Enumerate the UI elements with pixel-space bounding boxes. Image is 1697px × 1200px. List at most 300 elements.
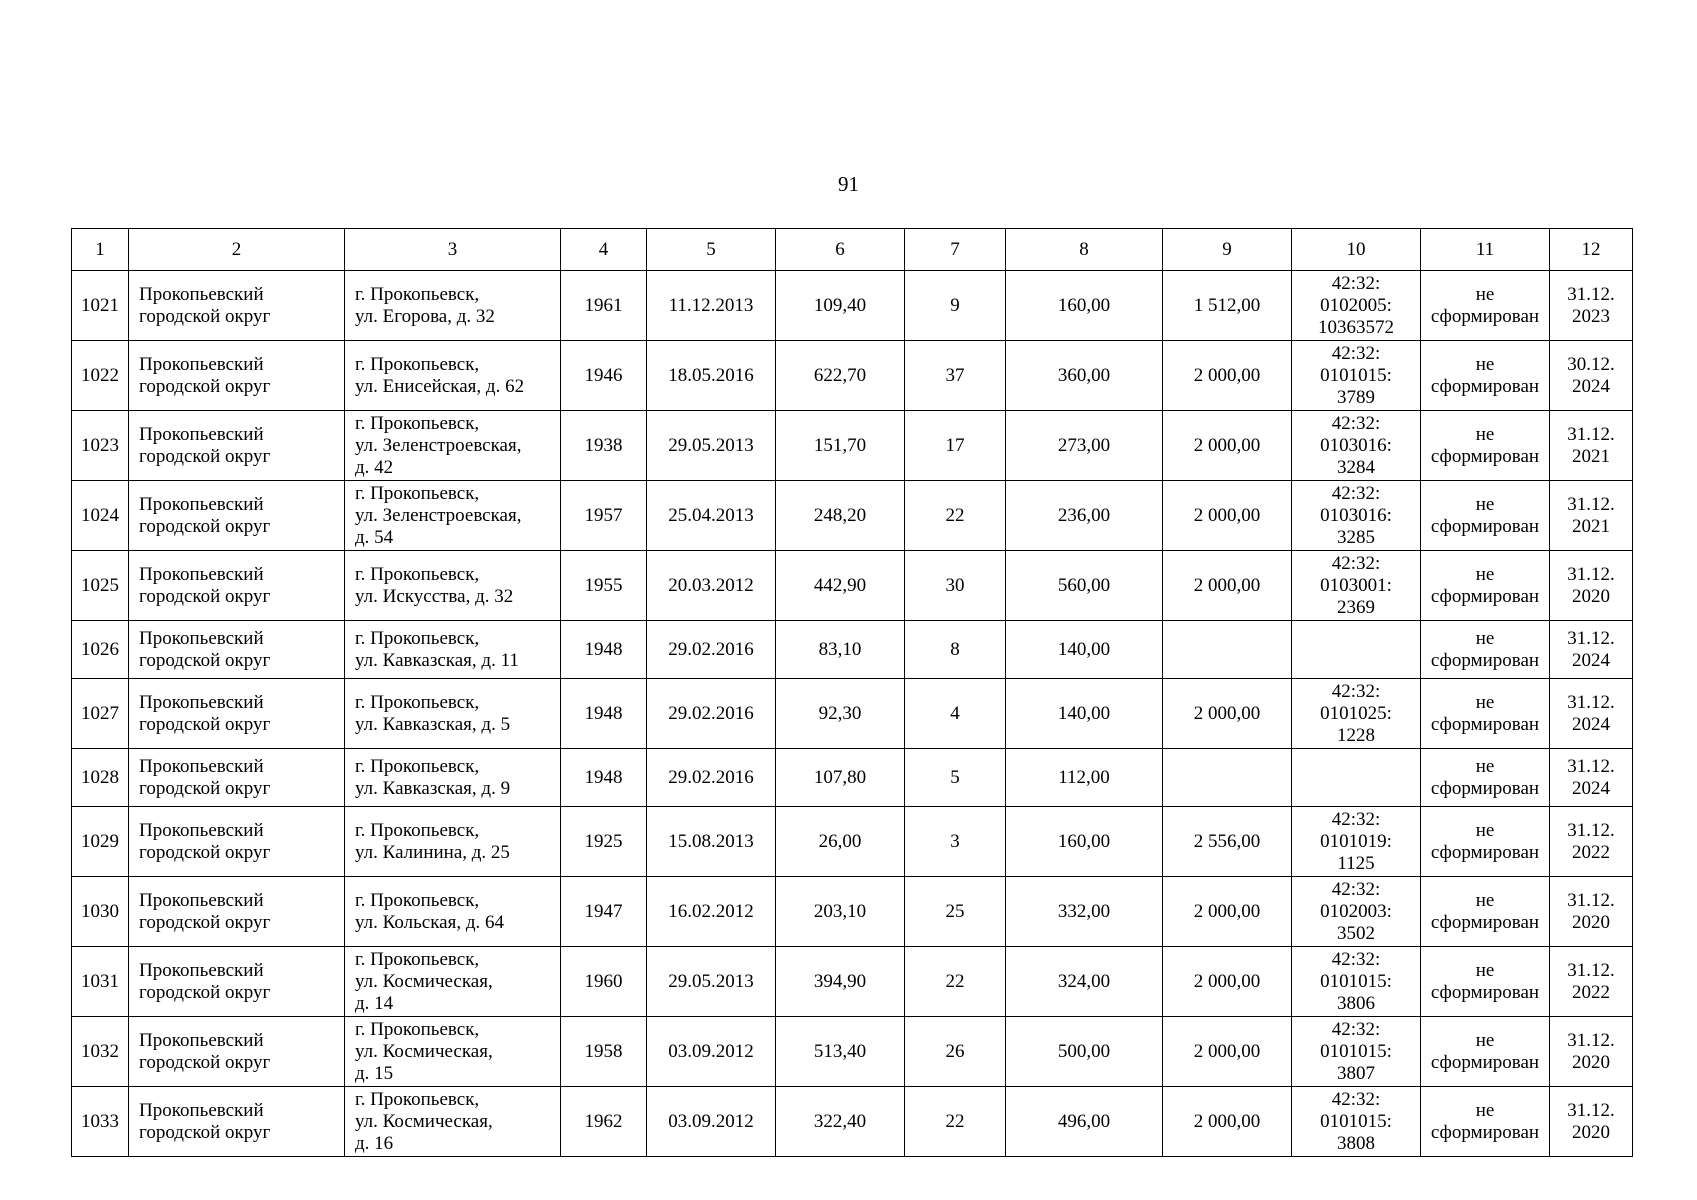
date-cell-text: 20.03.2012 <box>668 574 754 596</box>
date-cell-text: 29.05.2013 <box>668 434 754 456</box>
residents-cell-text: 37 <box>945 364 965 386</box>
area-cell-text: 107,80 <box>813 766 867 788</box>
year-cell <box>561 411 647 481</box>
row-number-cell <box>72 679 129 749</box>
area-cell-text: 109,40 <box>813 294 867 316</box>
column-9-cell <box>1163 271 1292 341</box>
column-9-cell <box>1163 1087 1292 1157</box>
address-cell-text: г. Прокопьевск, ул. Енисейская, д. 62 <box>355 353 525 397</box>
deadline-cell <box>1550 807 1633 877</box>
column-9-cell <box>1163 807 1292 877</box>
status-cell-text: не сформирован <box>1430 423 1540 467</box>
date-cell <box>647 481 776 551</box>
table-row <box>72 341 1633 411</box>
date-cell-text: 29.02.2016 <box>668 766 754 788</box>
date-cell <box>647 341 776 411</box>
table-row <box>72 411 1633 481</box>
area-cell <box>776 411 905 481</box>
district-cell-text: Прокопьевский городской округ <box>139 1029 271 1073</box>
status-cell <box>1421 481 1550 551</box>
column-9-cell-text: 2 000,00 <box>1193 434 1261 456</box>
address-cell-text: г. Прокопьевск, ул. Егорова, д. 32 <box>355 283 495 327</box>
district-cell <box>129 621 345 679</box>
district-cell-text: Прокопьевский городской округ <box>139 1099 271 1143</box>
row-number-cell <box>72 749 129 807</box>
column-8-cell <box>1006 621 1163 679</box>
date-cell <box>647 551 776 621</box>
deadline-cell-text: 31.12. 2022 <box>1567 819 1615 863</box>
deadline-cell-text: 31.12. 2020 <box>1567 889 1615 933</box>
column-9-cell <box>1163 1017 1292 1087</box>
row-number-cell <box>72 481 129 551</box>
column-8-cell <box>1006 877 1163 947</box>
column-8-cell-text: 236,00 <box>1057 504 1111 526</box>
residents-cell <box>905 749 1006 807</box>
area-cell-text: 513,40 <box>813 1040 867 1062</box>
column-number-row <box>72 229 1633 271</box>
cadastral-number-cell-text: 42:32: 0102003: 3502 <box>1320 878 1392 944</box>
area-cell-text: 92,30 <box>818 702 862 724</box>
deadline-cell <box>1550 481 1633 551</box>
status-cell <box>1421 679 1550 749</box>
cadastral-number-cell <box>1292 551 1421 621</box>
column-9-cell-text: 2 000,00 <box>1193 1040 1261 1062</box>
column-header: 10 <box>1292 229 1421 271</box>
address-cell <box>345 551 561 621</box>
column-8-cell-text: 160,00 <box>1057 294 1111 316</box>
deadline-cell-text: 31.12. 2024 <box>1567 627 1615 671</box>
district-cell <box>129 481 345 551</box>
row-number-cell-text: 1028 <box>81 766 119 788</box>
deadline-cell <box>1550 679 1633 749</box>
table-row <box>72 551 1633 621</box>
date-cell-text: 29.02.2016 <box>668 638 754 660</box>
status-cell-text: не сформирован <box>1430 959 1540 1003</box>
column-9-cell-text: 2 556,00 <box>1193 830 1261 852</box>
cadastral-number-cell <box>1292 679 1421 749</box>
area-cell <box>776 271 905 341</box>
column-9-cell <box>1163 481 1292 551</box>
district-cell-text: Прокопьевский городской округ <box>139 283 271 327</box>
deadline-cell-text: 31.12. 2020 <box>1567 563 1615 607</box>
column-9-cell-text: 1 512,00 <box>1193 294 1261 316</box>
row-number-cell-text: 1026 <box>81 638 119 660</box>
column-header: 3 <box>345 229 561 271</box>
district-cell-text: Прокопьевский городской округ <box>139 959 271 1003</box>
year-cell-text: 1946 <box>584 364 623 386</box>
date-cell <box>647 1017 776 1087</box>
column-8-cell-text: 496,00 <box>1057 1110 1111 1132</box>
column-8-cell <box>1006 807 1163 877</box>
deadline-cell <box>1550 877 1633 947</box>
area-cell-text: 248,20 <box>813 504 867 526</box>
area-cell-text: 151,70 <box>813 434 867 456</box>
cadastral-number-cell-text: 42:32: 0101015: 3808 <box>1320 1088 1392 1154</box>
column-8-cell <box>1006 1017 1163 1087</box>
row-number-cell-text: 1022 <box>81 364 119 386</box>
status-cell-text: не сформирован <box>1430 283 1540 327</box>
table-row <box>72 947 1633 1017</box>
column-header: 6 <box>776 229 905 271</box>
date-cell-text: 15.08.2013 <box>668 830 754 852</box>
column-8-cell-text: 140,00 <box>1057 638 1111 660</box>
district-cell-text: Прокопьевский городской округ <box>139 353 271 397</box>
date-cell <box>647 947 776 1017</box>
table-row <box>72 749 1633 807</box>
column-header: 1 <box>72 229 129 271</box>
cadastral-number-cell <box>1292 807 1421 877</box>
column-8-cell <box>1006 551 1163 621</box>
area-cell <box>776 1017 905 1087</box>
row-number-cell <box>72 621 129 679</box>
row-number-cell-text: 1033 <box>81 1110 119 1132</box>
column-9-cell-text: 2 000,00 <box>1193 900 1261 922</box>
year-cell <box>561 341 647 411</box>
row-number-cell-text: 1024 <box>81 504 119 526</box>
column-9-cell <box>1163 679 1292 749</box>
date-cell <box>647 1087 776 1157</box>
district-cell <box>129 271 345 341</box>
residents-cell-text: 3 <box>950 830 960 852</box>
row-number-cell <box>72 1087 129 1157</box>
housing-registry-table <box>71 228 1633 1157</box>
year-cell <box>561 877 647 947</box>
year-cell <box>561 481 647 551</box>
area-cell <box>776 947 905 1017</box>
year-cell-text: 1960 <box>584 970 623 992</box>
year-cell-text: 1948 <box>584 702 623 724</box>
deadline-cell-text: 30.12. 2024 <box>1567 353 1615 397</box>
address-cell-text: г. Прокопьевск, ул. Космическая, д. 16 <box>355 1088 493 1154</box>
status-cell <box>1421 271 1550 341</box>
column-8-cell-text: 324,00 <box>1057 970 1111 992</box>
year-cell <box>561 807 647 877</box>
deadline-cell-text: 31.12. 2021 <box>1567 423 1615 467</box>
area-cell <box>776 679 905 749</box>
address-cell-text: г. Прокопьевск, ул. Космическая, д. 15 <box>355 1018 493 1084</box>
district-cell <box>129 411 345 481</box>
status-cell <box>1421 1087 1550 1157</box>
column-8-cell <box>1006 481 1163 551</box>
deadline-cell-text: 31.12. 2020 <box>1567 1029 1615 1073</box>
status-cell-text: не сформирован <box>1430 493 1540 537</box>
district-cell-text: Прокопьевский городской округ <box>139 691 271 735</box>
year-cell <box>561 621 647 679</box>
row-number-cell <box>72 877 129 947</box>
deadline-cell-text: 31.12. 2021 <box>1567 493 1615 537</box>
year-cell-text: 1948 <box>584 638 623 660</box>
row-number-cell <box>72 807 129 877</box>
deadline-cell <box>1550 1087 1633 1157</box>
status-cell-text: не сформирован <box>1430 1099 1540 1143</box>
cadastral-number-cell <box>1292 749 1421 807</box>
cadastral-number-cell-text: 42:32: 0103016: 3284 <box>1320 412 1392 478</box>
column-9-cell <box>1163 551 1292 621</box>
year-cell <box>561 679 647 749</box>
date-cell-text: 16.02.2012 <box>668 900 754 922</box>
column-8-cell <box>1006 1087 1163 1157</box>
cadastral-number-cell <box>1292 947 1421 1017</box>
column-9-cell <box>1163 621 1292 679</box>
area-cell <box>776 877 905 947</box>
area-cell-text: 622,70 <box>813 364 867 386</box>
column-9-cell <box>1163 877 1292 947</box>
deadline-cell <box>1550 947 1633 1017</box>
column-8-cell-text: 332,00 <box>1057 900 1111 922</box>
district-cell <box>129 877 345 947</box>
area-cell <box>776 481 905 551</box>
status-cell-text: не сформирован <box>1430 755 1540 799</box>
date-cell <box>647 679 776 749</box>
deadline-cell <box>1550 551 1633 621</box>
area-cell-text: 394,90 <box>813 970 867 992</box>
date-cell-text: 18.05.2016 <box>668 364 754 386</box>
table-row <box>72 271 1633 341</box>
date-cell-text: 11.12.2013 <box>668 294 754 316</box>
year-cell-text: 1938 <box>584 434 623 456</box>
column-header: 7 <box>905 229 1006 271</box>
area-cell-text: 26,00 <box>818 830 862 852</box>
row-number-cell-text: 1029 <box>81 830 119 852</box>
column-9-cell-text: 2 000,00 <box>1193 970 1261 992</box>
page-number: 91 <box>838 172 859 196</box>
area-cell-text: 442,90 <box>813 574 867 596</box>
cadastral-number-cell <box>1292 271 1421 341</box>
status-cell-text: не сформирован <box>1430 353 1540 397</box>
date-cell <box>647 271 776 341</box>
residents-cell <box>905 481 1006 551</box>
column-8-cell <box>1006 749 1163 807</box>
table-row <box>72 1087 1633 1157</box>
year-cell-text: 1958 <box>584 1040 623 1062</box>
date-cell-text: 25.04.2013 <box>668 504 754 526</box>
date-cell-text: 29.02.2016 <box>668 702 754 724</box>
column-9-cell-text: 2 000,00 <box>1193 504 1261 526</box>
residents-cell-text: 22 <box>945 1110 965 1132</box>
deadline-cell-text: 31.12. 2024 <box>1567 691 1615 735</box>
cadastral-number-cell-text: 42:32: 0102005: 10363572 <box>1318 272 1394 338</box>
area-cell-text: 203,10 <box>813 900 867 922</box>
residents-cell-text: 30 <box>945 574 965 596</box>
status-cell <box>1421 411 1550 481</box>
address-cell <box>345 749 561 807</box>
residents-cell <box>905 551 1006 621</box>
cadastral-number-cell-text: 42:32: 0101015: 3807 <box>1320 1018 1392 1084</box>
row-number-cell-text: 1025 <box>81 574 119 596</box>
year-cell-text: 1962 <box>584 1110 623 1132</box>
residents-cell-text: 26 <box>945 1040 965 1062</box>
column-8-cell <box>1006 679 1163 749</box>
year-cell <box>561 1087 647 1157</box>
address-cell <box>345 1017 561 1087</box>
deadline-cell-text: 31.12. 2020 <box>1567 1099 1615 1143</box>
column-9-cell-text: 2 000,00 <box>1193 364 1261 386</box>
district-cell-text: Прокопьевский городской округ <box>139 819 271 863</box>
date-cell <box>647 807 776 877</box>
area-cell <box>776 341 905 411</box>
row-number-cell <box>72 1017 129 1087</box>
address-cell <box>345 679 561 749</box>
residents-cell-text: 22 <box>945 970 965 992</box>
year-cell-text: 1955 <box>584 574 623 596</box>
district-cell <box>129 807 345 877</box>
year-cell-text: 1925 <box>584 830 623 852</box>
address-cell-text: г. Прокопьевск, ул. Кольская, д. 64 <box>355 889 504 933</box>
residents-cell-text: 4 <box>950 702 960 724</box>
column-8-cell-text: 160,00 <box>1057 830 1111 852</box>
residents-cell <box>905 411 1006 481</box>
status-cell <box>1421 807 1550 877</box>
date-cell <box>647 621 776 679</box>
row-number-cell <box>72 271 129 341</box>
column-8-cell-text: 273,00 <box>1057 434 1111 456</box>
column-header: 4 <box>561 229 647 271</box>
row-number-cell <box>72 411 129 481</box>
row-number-cell-text: 1030 <box>81 900 119 922</box>
date-cell-text: 03.09.2012 <box>668 1040 754 1062</box>
status-cell <box>1421 621 1550 679</box>
residents-cell-text: 9 <box>950 294 960 316</box>
date-cell <box>647 877 776 947</box>
area-cell-text: 83,10 <box>818 638 862 660</box>
area-cell <box>776 551 905 621</box>
district-cell <box>129 1017 345 1087</box>
column-9-cell-text: 2 000,00 <box>1193 1110 1261 1132</box>
table-row <box>72 1017 1633 1087</box>
date-cell-text: 29.05.2013 <box>668 970 754 992</box>
residents-cell-text: 8 <box>950 638 960 660</box>
cadastral-number-cell-text: 42:32: 0101025: 1228 <box>1320 680 1392 746</box>
column-9-cell-text: 2 000,00 <box>1193 702 1261 724</box>
deadline-cell <box>1550 271 1633 341</box>
table-row <box>72 481 1633 551</box>
status-cell-text: не сформирован <box>1430 691 1540 735</box>
cadastral-number-cell <box>1292 1017 1421 1087</box>
status-cell <box>1421 947 1550 1017</box>
column-8-cell <box>1006 341 1163 411</box>
row-number-cell <box>72 947 129 1017</box>
residents-cell-text: 17 <box>945 434 965 456</box>
address-cell-text: г. Прокопьевск, ул. Кавказская, д. 11 <box>355 627 519 671</box>
row-number-cell-text: 1021 <box>81 294 119 316</box>
column-header: 12 <box>1550 229 1633 271</box>
district-cell <box>129 551 345 621</box>
district-cell-text: Прокопьевский городской округ <box>139 627 271 671</box>
column-9-cell <box>1163 411 1292 481</box>
cadastral-number-cell <box>1292 1087 1421 1157</box>
residents-cell <box>905 947 1006 1017</box>
residents-cell-text: 22 <box>945 504 965 526</box>
date-cell <box>647 411 776 481</box>
residents-cell <box>905 271 1006 341</box>
deadline-cell <box>1550 1017 1633 1087</box>
row-number-cell-text: 1027 <box>81 702 119 724</box>
residents-cell <box>905 621 1006 679</box>
cadastral-number-cell-text: 42:32: 0103001: 2369 <box>1320 552 1392 618</box>
table-row <box>72 877 1633 947</box>
cadastral-number-cell-text: 42:32: 0101019: 1125 <box>1320 808 1392 874</box>
status-cell-text: не сформирован <box>1430 819 1540 863</box>
column-header: 8 <box>1006 229 1163 271</box>
deadline-cell <box>1550 749 1633 807</box>
address-cell-text: г. Прокопьевск, ул. Зеленстроевская, д. 54 <box>355 482 522 548</box>
year-cell <box>561 551 647 621</box>
cadastral-number-cell <box>1292 621 1421 679</box>
address-cell-text: г. Прокопьевск, ул. Искусства, д. 32 <box>355 563 514 607</box>
deadline-cell <box>1550 341 1633 411</box>
address-cell <box>345 341 561 411</box>
deadline-cell <box>1550 621 1633 679</box>
column-8-cell-text: 112,00 <box>1058 766 1110 788</box>
cadastral-number-cell-text: 42:32: 0101015: 3806 <box>1320 948 1392 1014</box>
address-cell-text: г. Прокопьевск, ул. Зеленстроевская, д. 42 <box>355 412 522 478</box>
column-header: 5 <box>647 229 776 271</box>
year-cell-text: 1957 <box>584 504 623 526</box>
district-cell-text: Прокопьевский городской округ <box>139 755 271 799</box>
status-cell <box>1421 749 1550 807</box>
area-cell-text: 322,40 <box>813 1110 867 1132</box>
cadastral-number-cell <box>1292 411 1421 481</box>
address-cell <box>345 411 561 481</box>
district-cell-text: Прокопьевский городской округ <box>139 563 271 607</box>
area-cell <box>776 1087 905 1157</box>
year-cell <box>561 1017 647 1087</box>
residents-cell <box>905 807 1006 877</box>
deadline-cell <box>1550 411 1633 481</box>
column-header: 11 <box>1421 229 1550 271</box>
year-cell-text: 1961 <box>584 294 623 316</box>
address-cell <box>345 481 561 551</box>
cadastral-number-cell-text: 42:32: 0103016: 3285 <box>1320 482 1392 548</box>
cadastral-number-cell-text: 42:32: 0101015: 3789 <box>1320 342 1392 408</box>
status-cell-text: не сформирован <box>1430 889 1540 933</box>
column-8-cell <box>1006 411 1163 481</box>
table-row <box>72 621 1633 679</box>
date-cell <box>647 749 776 807</box>
year-cell <box>561 749 647 807</box>
address-cell <box>345 807 561 877</box>
address-cell <box>345 621 561 679</box>
cadastral-number-cell <box>1292 877 1421 947</box>
district-cell <box>129 1087 345 1157</box>
residents-cell-text: 25 <box>945 900 965 922</box>
column-8-cell-text: 140,00 <box>1057 702 1111 724</box>
address-cell <box>345 877 561 947</box>
status-cell-text: не сформирован <box>1430 1029 1540 1073</box>
year-cell-text: 1947 <box>584 900 623 922</box>
year-cell-text: 1948 <box>584 766 623 788</box>
area-cell <box>776 621 905 679</box>
status-cell <box>1421 551 1550 621</box>
address-cell-text: г. Прокопьевск, ул. Кавказская, д. 5 <box>355 691 511 735</box>
address-cell-text: г. Прокопьевск, ул. Кавказская, д. 9 <box>355 755 511 799</box>
area-cell <box>776 807 905 877</box>
year-cell <box>561 271 647 341</box>
row-number-cell <box>72 341 129 411</box>
district-cell-text: Прокопьевский городской округ <box>139 493 271 537</box>
district-cell <box>129 341 345 411</box>
column-8-cell-text: 360,00 <box>1057 364 1111 386</box>
address-cell-text: г. Прокопьевск, ул. Калинина, д. 25 <box>355 819 510 863</box>
district-cell <box>129 679 345 749</box>
column-9-cell <box>1163 947 1292 1017</box>
column-8-cell-text: 500,00 <box>1057 1040 1111 1062</box>
cadastral-number-cell <box>1292 481 1421 551</box>
residents-cell <box>905 1017 1006 1087</box>
residents-cell <box>905 341 1006 411</box>
address-cell <box>345 1087 561 1157</box>
address-cell-text: г. Прокопьевск, ул. Космическая, д. 14 <box>355 948 493 1014</box>
